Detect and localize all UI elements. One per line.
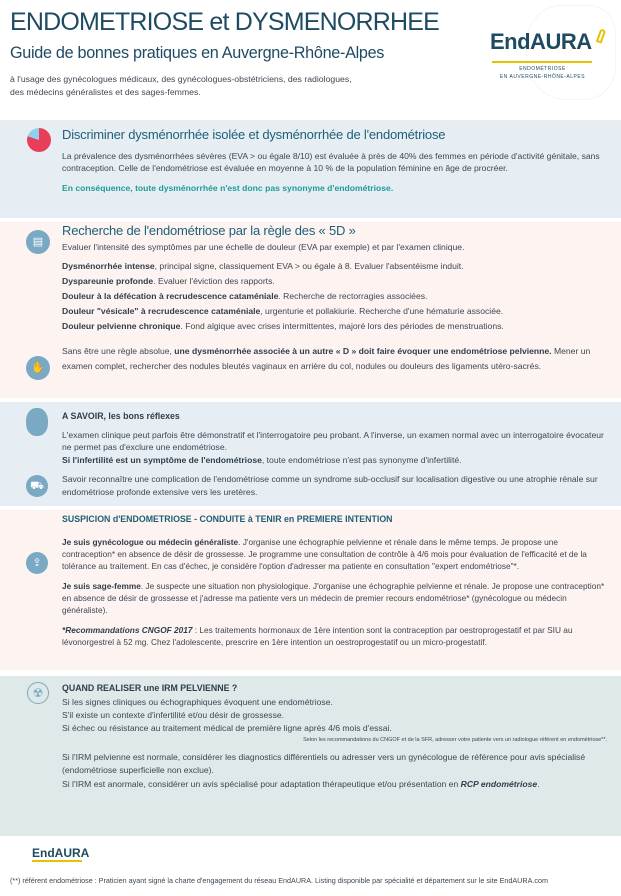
paragraph: Savoir reconnaître une complication de l'endométriose comme un syndrome sub-occlusif sur localisation digestive ou une atrophie rénale sur endométriose profonde extensive vers les uretères.	[62, 474, 598, 497]
page-header	[0, 0, 621, 120]
recommendation-note: Selon les recommandations du CNGOF et de la SFR, adresser votre patiente vers un radiologue référent en endométriose**.	[303, 736, 607, 743]
item-text: , urgenturie et pollakiurie. Recherche d'une hématurie associée.	[260, 306, 504, 317]
item-text: . Fond algique avec crises intermittentes, majoré lors des périodes de menstruations.	[180, 321, 504, 332]
item-text: . Recherche de rectorragies associées.	[278, 291, 428, 302]
paragraph-bold: Je suis sage-femme	[62, 580, 141, 591]
paragraph-wrap	[30, 473, 607, 498]
paragraph	[62, 624, 607, 648]
section-title: A SAVOIR, les bons réflexes	[62, 411, 180, 421]
paragraph: Si l'IRM pelvienne est normale, considérer les diagnostics différentiels ou adresser vers un gynécologue de référence pour avis spécialisé (endométriose superficielle non exclue).	[62, 752, 586, 776]
note-text: Mener un examen complet, rechercher des nodules bleutés vaginaux en arrière du col, nodules ou douleurs des ligaments utéro-sacrés.	[62, 346, 591, 372]
page-title: ENDOMETRIOSE et DYSMENORRHEE	[10, 8, 440, 36]
item-text: . Evaluer l'éviction des rapports.	[153, 276, 275, 287]
list-item: Si échec ou résistance au traitement médical de première ligne après 4/6 mois d'essai.	[62, 723, 392, 734]
logo-tag: ENDOMÉTRIOSE	[519, 66, 566, 72]
paragraph	[62, 454, 607, 466]
endaura-logo	[470, 5, 616, 100]
ambulance-icon: ⛟	[26, 475, 48, 497]
conclusion-text: En conséquence, toute dysménorrhée n'est donc pas synonyme d'endométriose.	[62, 182, 394, 193]
note-bold: une dysménorrhée associée à un autre « D » doit faire évoquer une endométriose pelvienne.	[174, 346, 552, 357]
section-discriminer	[0, 120, 621, 218]
paragraph-bold: *Recommandations CNGOF 2017	[62, 624, 193, 635]
clipboard-icon: ▤	[26, 230, 50, 254]
section-title: QUAND REALISER une IRM PELVIENNE ?	[62, 683, 238, 694]
title-part: par la règle des « 5D »	[228, 223, 356, 238]
audience-line: à l'usage des gynécologues médicaux, des gynécologues-obstétriciens, des radiologues,	[10, 74, 352, 84]
intro-text: Evaluer l'intensité des symptômes par une échelle de douleur (EVA par exemple) et par l'examen clinique.	[62, 241, 465, 252]
list-item: Si les signes cliniques ou échographiques évoquent une endométriose.	[62, 696, 333, 707]
radiation-icon: ☢	[27, 682, 49, 704]
prevalence-text: La prévalence des dysménorrhées sévères (EVA > ou égale 8/10) est évaluée à près de 40% des femmes en période d'activité génitale, sans contraception. Celle de l'endométriose est évaluée en moyenne à 10 % de la population féminine en âge de procréer.	[62, 150, 600, 174]
logo-bar	[492, 61, 592, 63]
paragraph-text: , toute endométriose n'est pas synonyme d'infertilité.	[261, 454, 462, 465]
audience	[10, 73, 352, 99]
pie-chart-icon	[27, 128, 51, 152]
logo-tagline	[490, 66, 595, 81]
list-item	[62, 289, 607, 304]
section-title	[62, 222, 607, 241]
paragraph	[62, 536, 607, 572]
paragraph-text: . Je suspecte une situation non physiologique. J'organise une échographie pelvienne et rénale. Je propose une contraception* en absence de désir de grossesse et j'adresse ma patiente vers un médecin de premier recours endométriose* (gynécologue ou médecin généraliste).	[62, 580, 605, 615]
item-text: , principal signe, classiquement EVA > ou égale à 8. Evaluer l'absentéisme induit.	[154, 261, 464, 272]
item-bold: Douleur pelvienne chronique	[62, 321, 181, 332]
list-item	[62, 259, 607, 274]
footer-logo: EndAURA	[32, 846, 90, 861]
logo-text: EndAURA	[490, 29, 592, 54]
brain-icon	[26, 408, 48, 436]
section-5d	[0, 222, 621, 398]
clipboard-upload-icon: ⇪	[26, 552, 48, 574]
audience-line: des médecins généralistes et des sages-femmes.	[10, 87, 201, 98]
paragraph-bold: Je suis gynécologue ou médecin généraliste	[62, 536, 239, 547]
page-subtitle: Guide de bonnes pratiques en Auvergne-Rhône-Alpes	[10, 44, 385, 62]
section-irm	[0, 676, 621, 836]
section-suspicion	[0, 510, 621, 670]
section-a-savoir	[0, 402, 621, 506]
section-title: SUSPICION d'ENDOMETRIOSE - CONDUITE à TENIR en PREMIERE INTENTION	[62, 514, 393, 525]
footer-logo-bar	[32, 860, 82, 862]
paragraph-text: . J'organise une échographie pelvienne et rénale dans le même temps. Je propose une contraception* en absence de désir de grossesse. Je programme une consultation de contrôle à 4/6 mois pour évaluation de l'efficacité et de la tolérance au traitement. En cas d'échec, je considère l'option d'adresser ma patiente en consultation "expert endométriose"*.	[62, 536, 587, 571]
5d-note	[31, 344, 607, 375]
paragraph-bold: RCP endométriose	[460, 778, 538, 789]
paragraph	[62, 778, 607, 791]
note-text: Sans être une règle absolue,	[62, 346, 175, 357]
paragraph-bold: Si l'infertilité est un symptôme de l'endométriose	[62, 454, 262, 465]
hand-icon: ✋	[26, 356, 50, 380]
footer	[0, 840, 621, 896]
item-bold: Douleur "vésicale" à recrudescence cataméniale	[62, 306, 261, 317]
item-bold: Dysménorrhée intense	[62, 261, 155, 272]
list-item: S'il existe un contexte d'infertilité et/ou désir de grossesse.	[62, 709, 285, 720]
section-title: Discriminer dysménorrhée isolée et dysménorrhée de l'endométriose	[62, 127, 446, 142]
item-bold: Douleur à la défécation à recrudescence cataméniale	[62, 291, 279, 302]
paragraph-text: .	[537, 778, 540, 789]
list-item	[62, 304, 607, 319]
title-part: Recherche de l'endométriose	[62, 223, 229, 238]
item-bold: Dyspareunie profonde	[62, 276, 154, 287]
paragraph-text: Si l'IRM est anormale, considérer un avis spécialisé pour adaptation thérapeutique et/ou présentation en	[62, 778, 461, 789]
footer-note: (**) référent endométriose : Praticien ayant signé la charte d'engagement du réseau EndAURA. Listing disponible par spécialité et département sur le site EndAURA.com	[10, 875, 548, 885]
paragraph: L'examen clinique peut parfois être démonstratif et l'interrogatoire peu probant. A l'inverse, un examen normal avec un interrogatoire évocateur ne permet pas d'exclure une endométriose.	[62, 429, 604, 453]
list-item	[62, 274, 607, 289]
paragraph	[62, 580, 607, 616]
5d-list	[62, 259, 607, 334]
list-item	[62, 319, 607, 334]
paragraph-text: : Les traitements hormonaux de 1ère intention sont la contraception par oestroprogestatif et par SIU au lévonorgestrel à 52 mg. Chez l'adolescente, prescrire en 1ère intention un oestroprogestatif ou un micro-progestatif.	[62, 624, 573, 647]
logo-tag: EN AUVERGNE-RHÔNE-ALPES	[499, 73, 586, 80]
